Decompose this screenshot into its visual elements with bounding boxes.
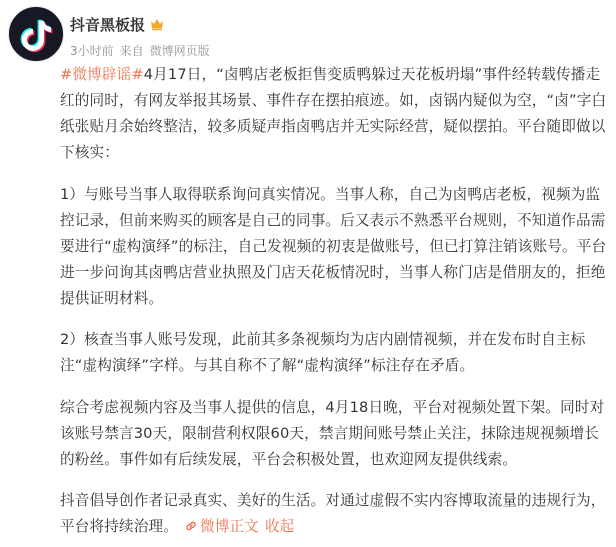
post-body xyxy=(60,62,610,540)
paragraph-point-1: 1）与账号当事人取得联系询问真实情况。当事人称，自己为卤鸭店老板，视频为监控记录，但前来购买的顾客是自己的同事。后又表示不熟悉平台规则，不知道作品需要进行“虚构演绎”的标注，自己发视频的初衷是做账号，但已打算注销该账号。平台进一步问询其卤鸭店营业执照及门店天花板情况时，当事人称门店是借朋友的，拒绝提供证明材料。 xyxy=(60,185,607,307)
paragraph-closing-text: 抖音倡导创作者记录真实、美好的生活。对通过虚假不实内容博取流量的违规行为，平台将持续治理。 xyxy=(60,492,606,535)
paragraph-intro-text: 4月17日，“卤鸭店老板拒售变质鸭躲过天花板坍塌”事件经转载传播走红的同时，有网友举报其场景、事件存在摆拍痕迹。如，卤锅内疑似为空，“卤”字白纸张贴月余始终整洁，较多质疑声指卤鸭店并无实际经营，疑似摆拍。平台随即做以下核实： xyxy=(60,66,607,161)
weibo-article-link[interactable] xyxy=(184,518,259,535)
topic-tag[interactable]: #微博辟谣# xyxy=(60,66,144,83)
link-icon xyxy=(184,519,198,533)
tiktok-logo-icon xyxy=(9,7,64,62)
post-time[interactable]: 3小时前 xyxy=(70,44,114,58)
paragraph-point-2: 2）核查当事人账号发现，此前其多条视频均为店内剧情视频，并在发布时自主标注“虚构演绎”字样。与其自称不了解“虚构演绎”标注存在矛盾。 xyxy=(60,331,586,374)
paragraph-intro xyxy=(60,62,610,166)
crown-icon[interactable] xyxy=(149,16,165,32)
collapse-button[interactable]: 收起 xyxy=(264,518,295,535)
paragraph-closing xyxy=(60,488,610,540)
source-prefix: 来自 xyxy=(119,44,144,58)
post-source: 微博网页版 xyxy=(149,44,210,58)
paragraph-summary: 综合考虑视频内容及当事人提供的信息，4月18日晚，平台对视频处置下架。同时对该账号禁言30天，限制营利权限60天，禁言期间账号禁止关注，抹除违规视频增长的粉丝。事件如有后续发展，平台会积极处置，也欢迎网友提供线索。 xyxy=(60,398,605,468)
post-meta xyxy=(70,42,216,59)
post-header xyxy=(8,6,608,62)
author-name[interactable]: 抖音黑板报 xyxy=(70,15,146,34)
avatar[interactable] xyxy=(8,6,64,62)
author-row xyxy=(70,13,165,35)
weibo-article-link-label: 微博正文 xyxy=(199,518,259,535)
